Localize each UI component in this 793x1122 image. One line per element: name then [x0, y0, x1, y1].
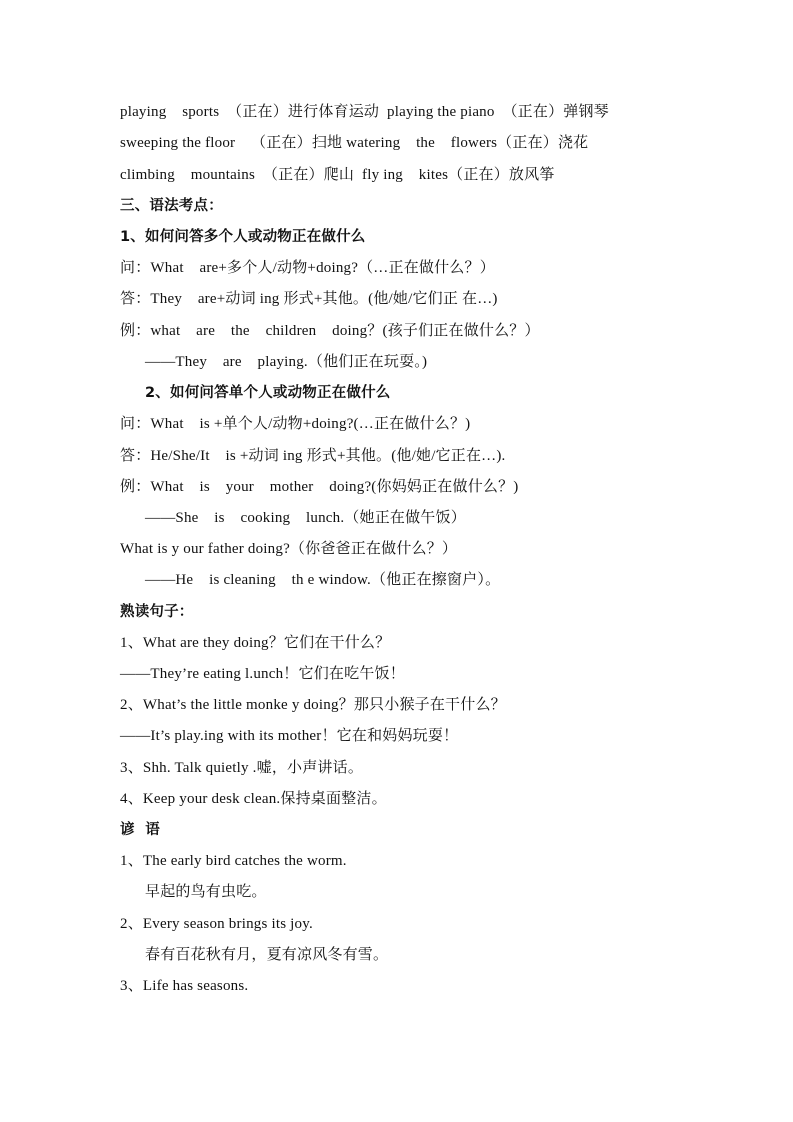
grammar-heading-1: 1、如何问答多个人或动物正在做什么 — [120, 229, 366, 245]
sentence-1-answer: ——They’re eating l.unch！它们在吃午饭！ — [120, 666, 405, 682]
sentence-2: 2、What’s the little monke y doing？那只小猴子在干什么？ — [120, 697, 506, 713]
proverb-2-translation: 春有百花秋有月，夏有凉风冬有雪。 — [145, 947, 389, 963]
grammar-example-2-answer: ——She is cooking lunch.（她正在做午饭） — [145, 510, 466, 526]
vocab-line-2: sweeping the floor （正在）扫地 watering the flowers（正在）浇花 — [120, 135, 589, 151]
grammar-answer-2: 答：He/She/It is +动词 ing 形式+其他。(他/她/它正在…). — [120, 448, 506, 464]
grammar-example-2: 例：What is your mother doing?(你妈妈正在做什么？) — [120, 479, 519, 495]
grammar-example-1-answer: ——They are playing.（他们正在玩耍。) — [145, 354, 428, 370]
grammar-answer-1: 答：They are+动词 ing 形式+其他。(他/她/它们正 在…) — [120, 291, 498, 307]
vocab-line-1: playing sports （正在）进行体育运动 playing the piano （正在）弹钢琴 — [120, 104, 609, 120]
proverb-1: 1、The early bird catches the worm. — [120, 853, 347, 869]
section-heading-grammar: 三、语法考点： — [120, 198, 223, 214]
proverb-2: 2、Every season brings its joy. — [120, 916, 313, 932]
section-heading-proverbs: 谚 语 — [120, 822, 160, 838]
sentence-3: 3、Shh. Talk quietly .嘘，小声讲话。 — [120, 760, 364, 776]
grammar-example-3: What is y our father doing?（你爸爸正在做什么？） — [120, 541, 458, 557]
section-heading-sentences: 熟读句子： — [120, 604, 194, 620]
grammar-example-3-answer: ——He is cleaning th e window.（他正在擦窗户）。 — [145, 572, 501, 588]
sentence-1: 1、What are they doing？它们在干什么？ — [120, 635, 391, 651]
sentence-2-answer: ——It’s play.ing with its mother！它在和妈妈玩耍！ — [120, 728, 459, 744]
vocab-line-3: climbing mountains （正在）爬山 fly ing kites（正在）放风筝 — [120, 167, 555, 183]
grammar-question-1: 问：What are+多个人/动物+doing?（…正在做什么？） — [120, 260, 495, 276]
sentence-4: 4、Keep your desk clean.保持桌面整洁。 — [120, 791, 387, 807]
grammar-question-2: 问：What is +单个人/动物+doing?(…正在做什么？) — [120, 416, 471, 432]
grammar-heading-2: 2、如何问答单个人或动物正在做什么 — [145, 385, 391, 401]
proverb-3: 3、Life has seasons. — [120, 978, 249, 994]
grammar-example-1: 例：what are the children doing？(孩子们正在做什么？） — [120, 323, 540, 339]
proverb-1-translation: 早起的鸟有虫吃。 — [145, 884, 267, 900]
